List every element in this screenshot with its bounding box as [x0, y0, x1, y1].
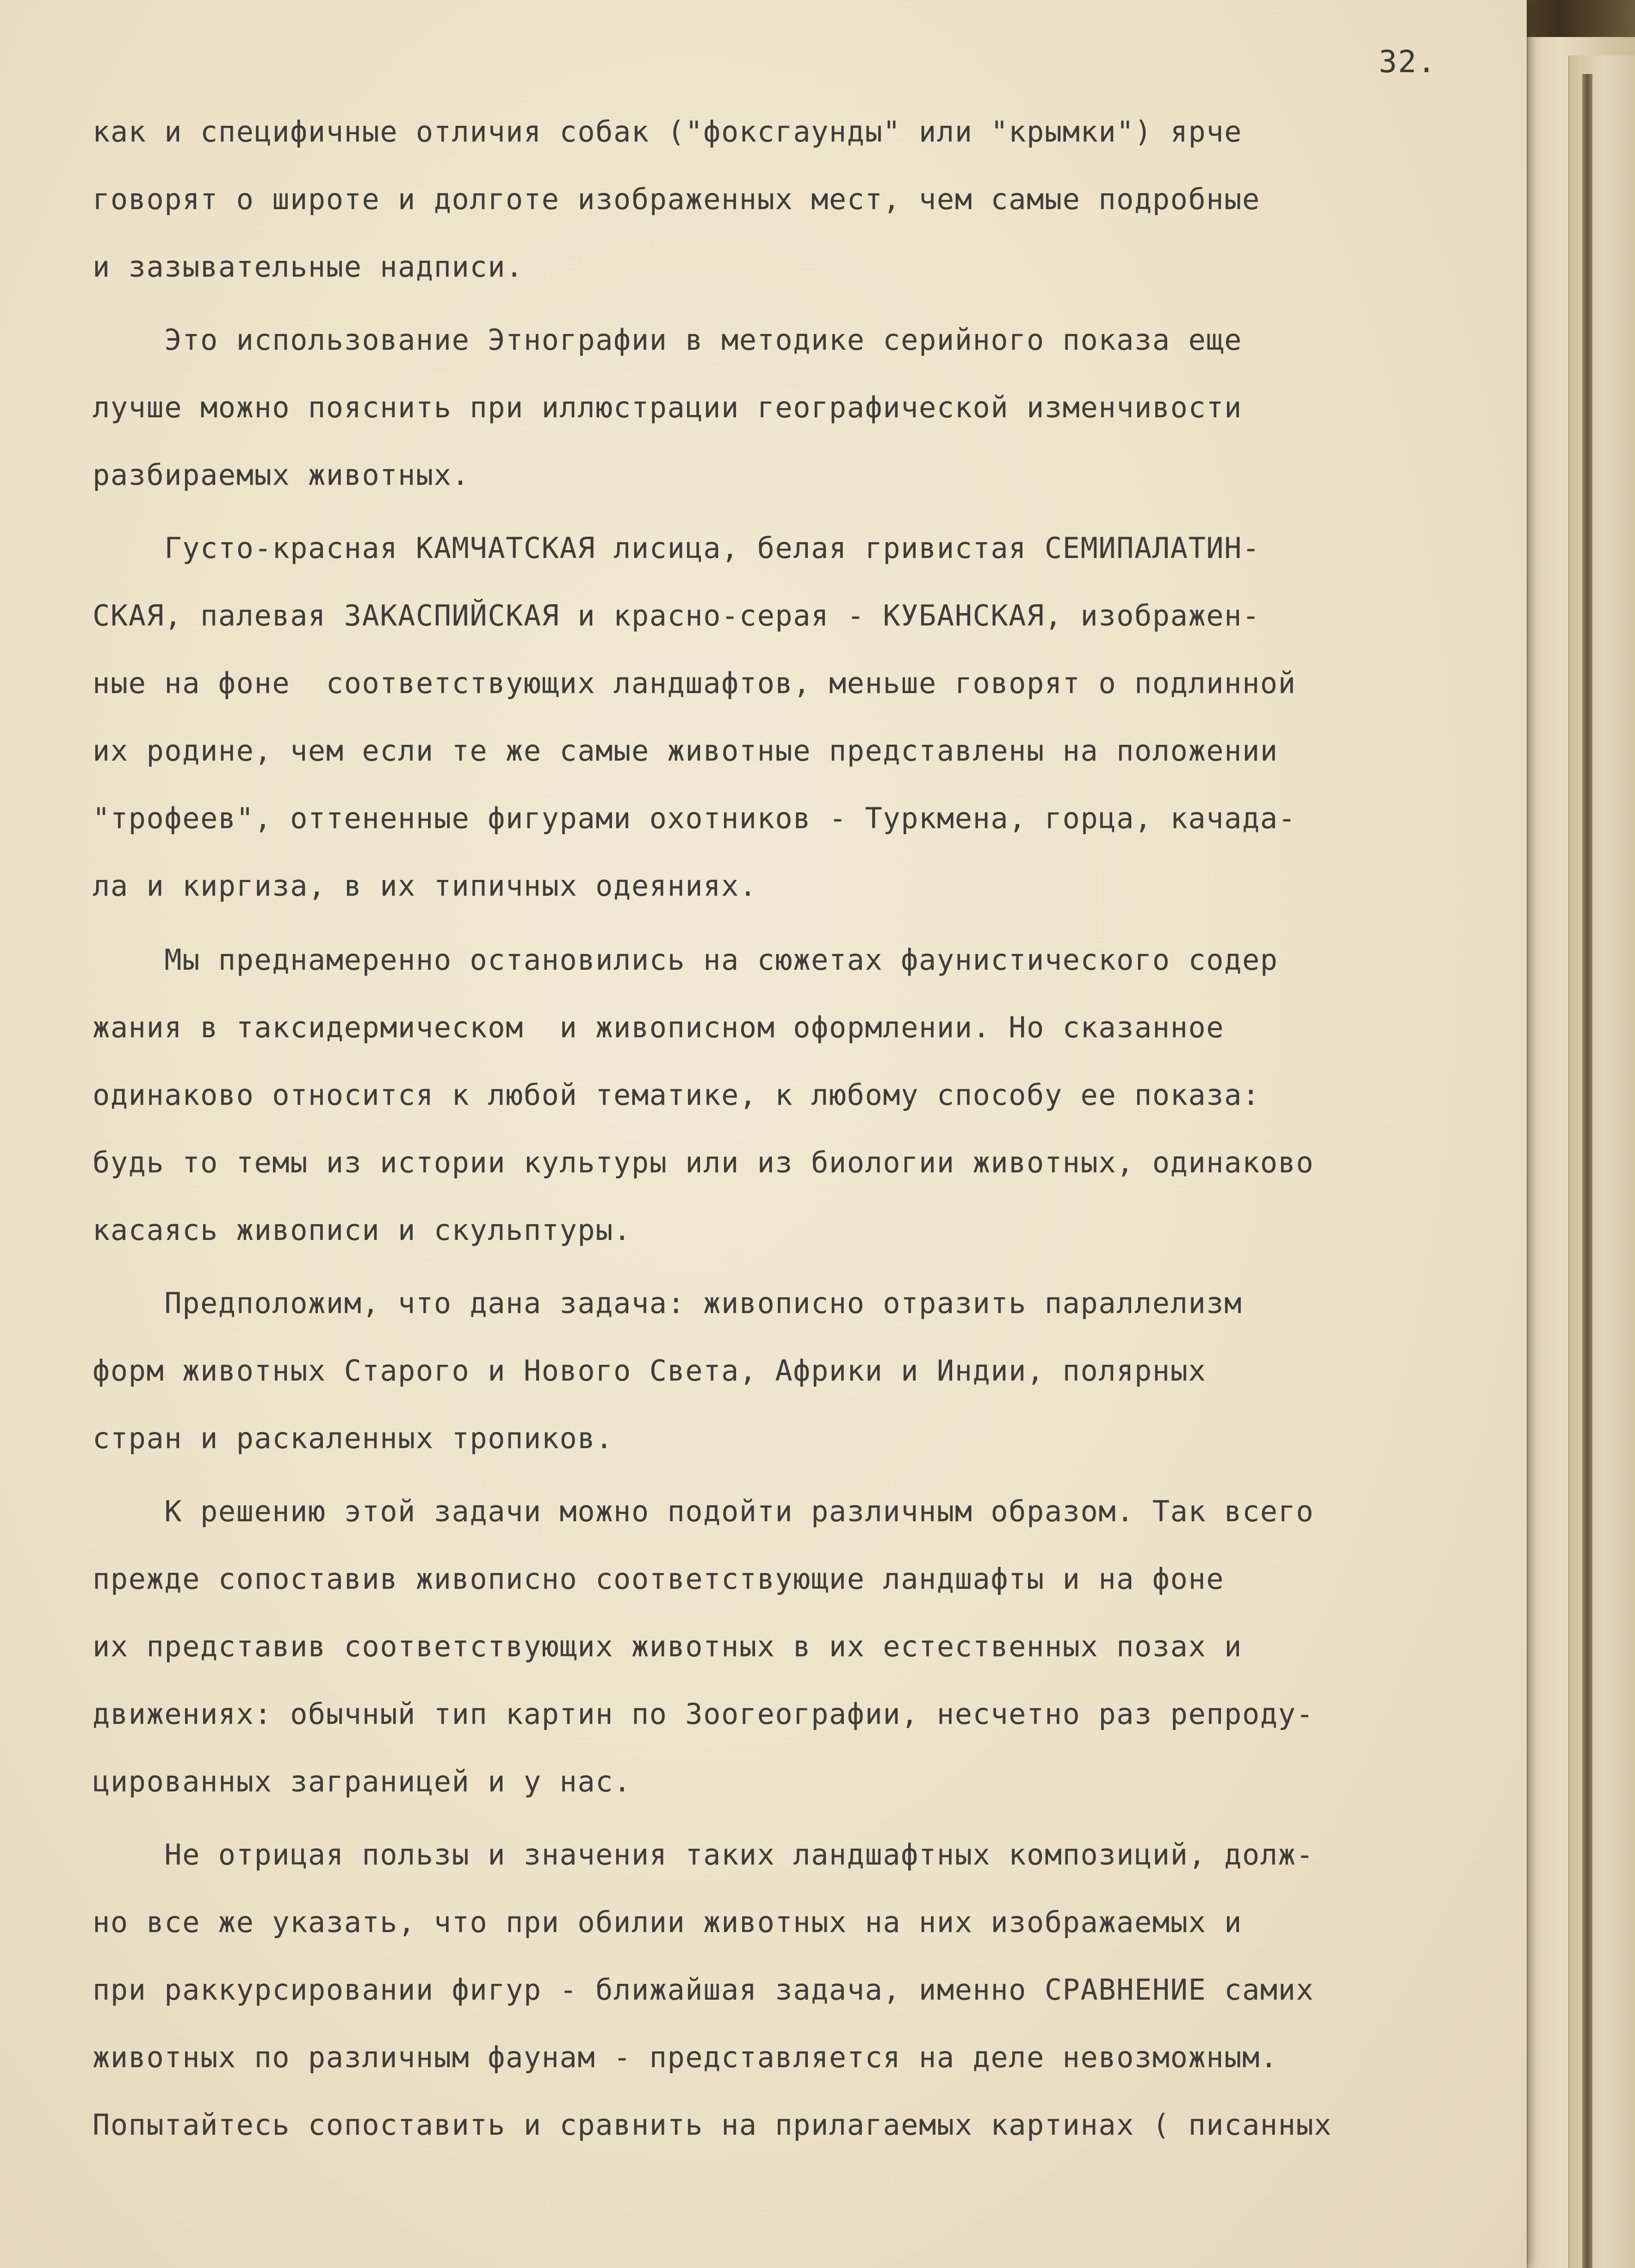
text-line: их представив соответствующих животных в их естественных позах и — [93, 1630, 1242, 1663]
text-line: цированных заграницей и у нас. — [93, 1765, 632, 1798]
text-line: движениях: обычный тип картин по Зоогеографии, несчетно раз репроду- — [93, 1697, 1314, 1731]
text-line: их родине, чем если те же самые животные представлены на положении — [93, 734, 1278, 768]
text-line: К решению этой задачи можно подойти различным образом. Так всего — [93, 1494, 1314, 1528]
underlying-page-edge — [1568, 56, 1635, 2268]
text-line: одинаково относится к любой тематике, к любому способу ее показа: — [93, 1078, 1260, 1112]
text-line: Попытайтесь сопоставить и сравнить на прилагаемых картинах ( писанных — [93, 2108, 1332, 2142]
text-line: и зазывательные надписи. — [93, 250, 524, 284]
text-line: прежде сопоставив живописно соответствующие ландшафты и на фоне — [93, 1562, 1225, 1596]
text-line: как и специфичные отличия собак ("фоксгаунды" или "крымки") ярче — [93, 115, 1242, 149]
text-line: животных по различным фаунам - представляется на деле невозможным. — [93, 2040, 1278, 2074]
text-line: разбираемых животных. — [93, 458, 470, 492]
text-line: Мы преднамеренно остановились на сюжетах фаунистического содер — [93, 943, 1278, 977]
text-line: говорят о широте и долготе изображенных мест, чем самые подробные — [93, 182, 1260, 216]
text-line: СКАЯ, палевая ЗАКАСПИЙСКАЯ и красно-серая - КУБАНСКАЯ, изображен- — [93, 599, 1260, 632]
text-line: но все же указать, что при обилии животных на них изображаемых и — [93, 1905, 1242, 1939]
binding-shadow — [1582, 74, 1592, 2268]
text-line: Густо-красная КАМЧАТСКАЯ лисица, белая гривистая СЕМИПАЛАТИН- — [93, 531, 1260, 565]
text-line: будь то темы из истории культуры или из биологии животных, одинаково — [93, 1146, 1314, 1179]
page-number: 32. — [1379, 44, 1437, 80]
text-line: касаясь живописи и скульптуры. — [93, 1213, 632, 1247]
text-line: лучше можно пояснить при иллюстрации географической изменчивости — [93, 390, 1242, 424]
text-line: ла и киргиза, в их типичных одеяниях. — [93, 869, 757, 903]
text-line: жания в таксидермическом и живописном оформлении. Но сказанное — [93, 1010, 1225, 1044]
text-line: ные на фоне соответствующих ландшафтов, меньше говорят о подлинной — [93, 666, 1296, 700]
text-line: Не отрицая пользы и значения таких ландшафтных композиций, долж- — [93, 1838, 1314, 1871]
text-line: форм животных Старого и Нового Света, Африки и Индии, полярных — [93, 1354, 1207, 1388]
text-line: при раккурсировании фигур - ближайшая задача, именно СРАВНЕНИЕ самих — [93, 1973, 1314, 2007]
text-line: "трофеев", оттененные фигурами охотников - Туркмена, горца, качада- — [93, 801, 1296, 835]
text-line: Это использование Этнографии в методике серийного показа еще — [93, 323, 1242, 357]
text-line: стран и раскаленных тропиков. — [93, 1421, 613, 1455]
text-line: Предположим, что дана задача: живописно отразить параллелизм — [93, 1286, 1242, 1320]
